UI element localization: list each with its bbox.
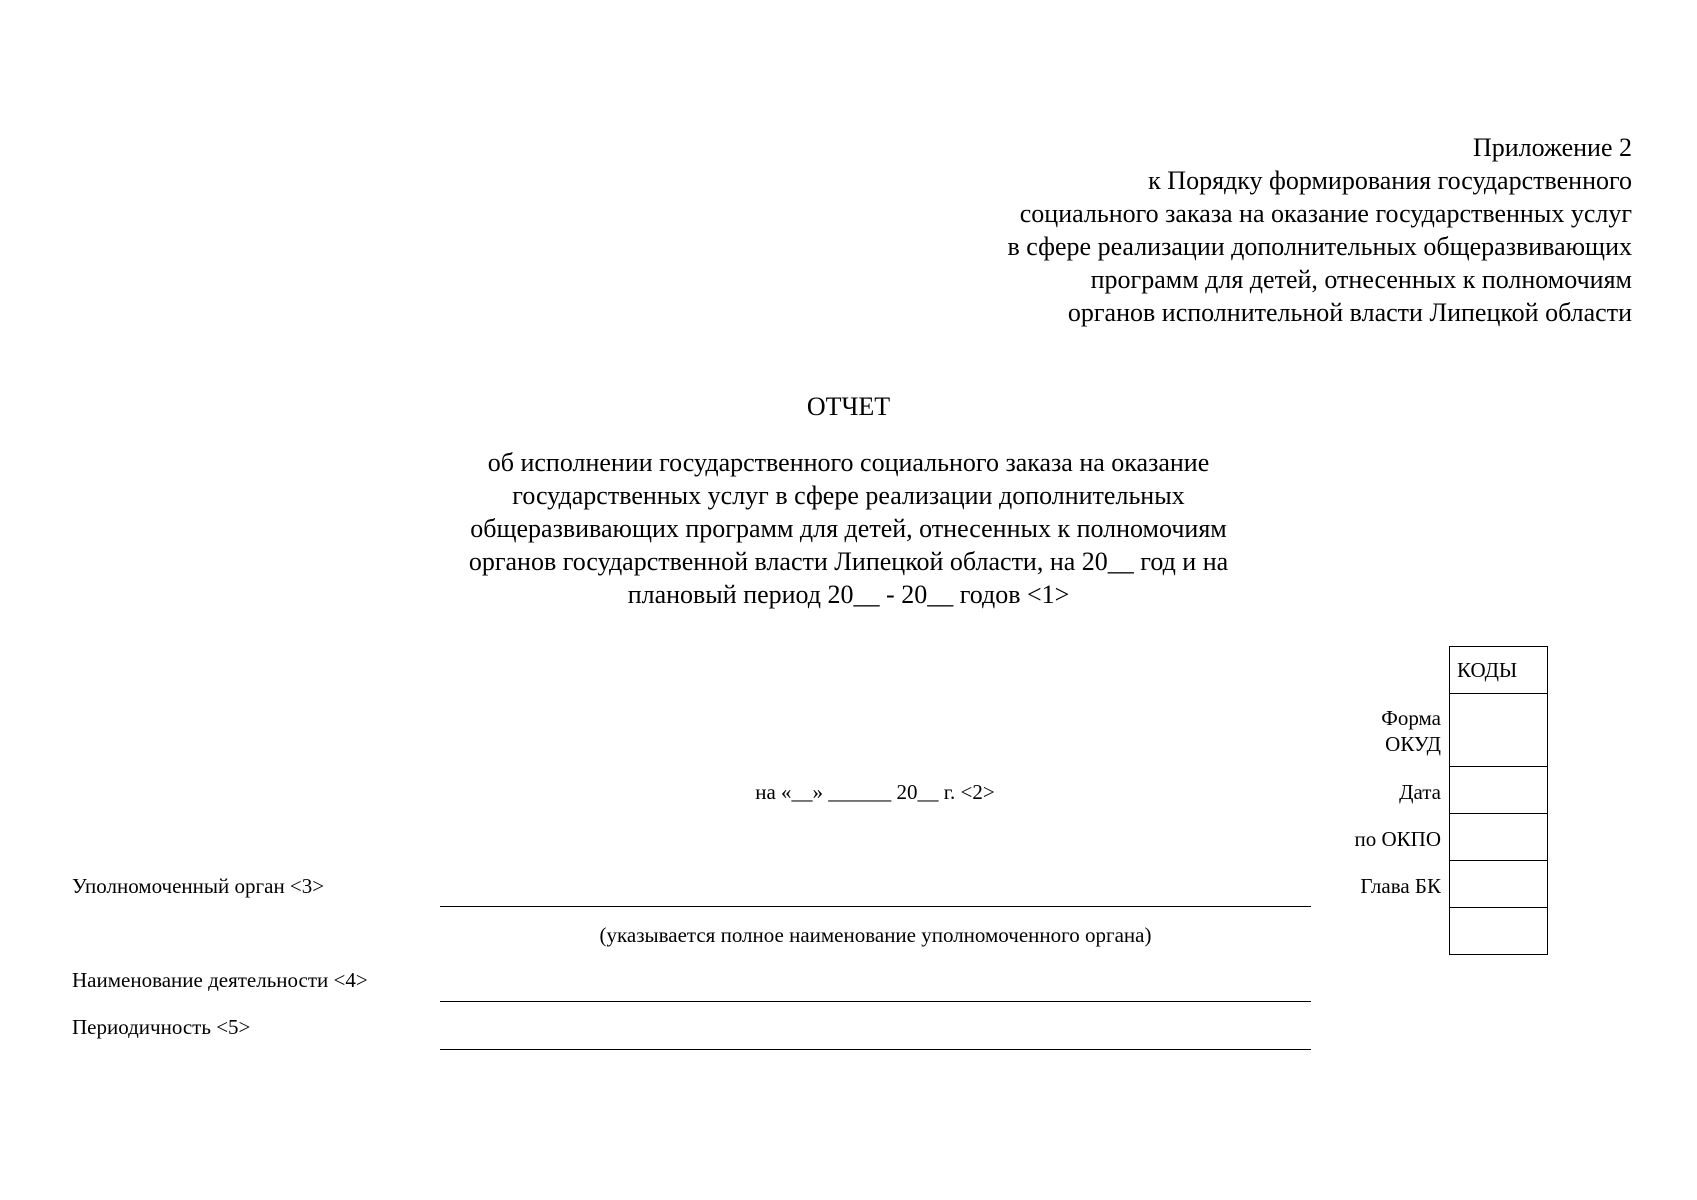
code-cell-okpo[interactable]	[1450, 814, 1548, 861]
codes-header: КОДЫ	[1450, 647, 1548, 694]
codes-table	[1449, 646, 1548, 955]
activity-field-line[interactable]	[440, 1001, 1311, 1002]
appendix-line: к Порядку формирования государственного	[1148, 166, 1632, 195]
authority-label: Уполномоченный орган <3>	[72, 874, 325, 898]
label-okud: ОКУД	[1385, 732, 1441, 756]
appendix-line: программ для детей, отнесенных к полномочиям	[1090, 265, 1632, 294]
activity-label: Наименование деятельности <4>	[72, 968, 368, 992]
code-cell-extra[interactable]	[1450, 908, 1548, 955]
report-subtitle-line: об исполнении государственного социального заказа на оказание	[487, 448, 1210, 477]
label-date: Дата	[1399, 780, 1441, 804]
report-subtitle	[0, 446, 1697, 611]
authority-hint: (указывается полное наименование уполномоченного органа)	[599, 923, 1152, 947]
label-bk: Глава БК	[1360, 874, 1441, 898]
report-subtitle-line: органов государственной власти Липецкой области, на 20__ год и на	[468, 547, 1229, 576]
report-subtitle-line: общеразвивающих программ для детей, отнесенных к полномочиям	[470, 514, 1227, 543]
periodicity-label: Периодичность <5>	[72, 1015, 251, 1039]
appendix-line: Приложение 2	[1472, 133, 1632, 162]
label-okpo: по ОКПО	[1354, 827, 1441, 851]
report-subtitle-line: плановый период 20__ - 20__ годов <1>	[627, 580, 1070, 609]
code-cell-okud[interactable]	[1450, 694, 1548, 767]
report-subtitle-line: государственных услуг в сфере реализации дополнительных	[512, 481, 1185, 510]
report-date-line: на «__» ______ 20__ г. <2>	[755, 780, 995, 804]
authority-field-line[interactable]	[440, 906, 1311, 907]
code-cell-date[interactable]	[1450, 767, 1548, 814]
periodicity-field-line[interactable]	[440, 1049, 1311, 1050]
appendix-line: органов исполнительной власти Липецкой области	[1067, 298, 1632, 327]
code-cell-bk[interactable]	[1450, 861, 1548, 908]
appendix-line: в сфере реализации дополнительных общеразвивающих	[1007, 232, 1632, 261]
report-title: ОТЧЕТ	[806, 392, 891, 421]
label-form: Форма	[1381, 706, 1441, 730]
appendix-header	[872, 131, 1632, 329]
appendix-line: социального заказа на оказание государственных услуг	[1019, 199, 1632, 228]
